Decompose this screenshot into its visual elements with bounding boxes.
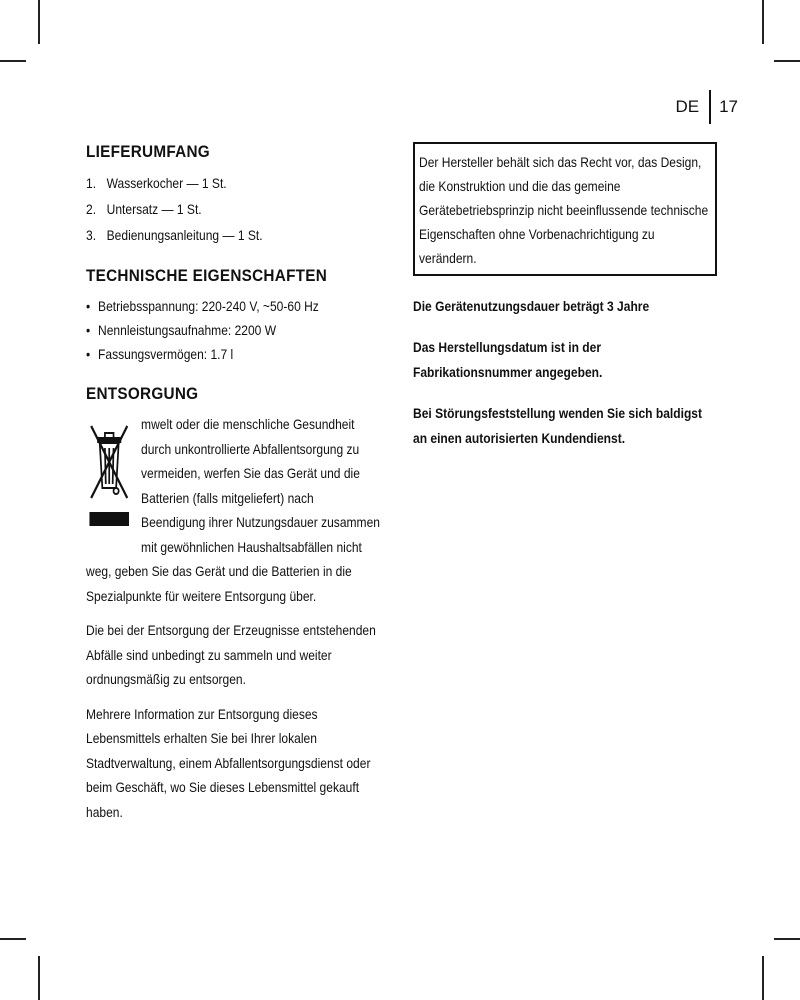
scope-list	[86, 170, 381, 248]
service-life-note: Die Gerätenutzungsdauer beträgt 3 Jahre	[413, 298, 650, 314]
crop-mark	[774, 60, 800, 62]
crop-mark	[38, 956, 40, 1000]
list-item	[86, 196, 381, 222]
scope-heading: LIEFERUMFANG	[86, 142, 210, 161]
specs-heading: TECHNISCHE EIGENSCHAFTEN	[86, 266, 328, 285]
disposal-heading: ENTSORGUNG	[86, 384, 199, 403]
manufacture-date-note: Das Herstellungsdatum ist in der Fabrikationsnummer angegeben.	[413, 339, 603, 380]
list-item	[86, 294, 381, 318]
item-number: 1.	[86, 175, 97, 191]
left-column	[86, 142, 382, 834]
right-column	[413, 142, 717, 467]
manufacturer-notice-box	[413, 142, 717, 276]
crop-mark	[0, 60, 26, 62]
crop-mark	[0, 938, 26, 940]
spec-text: Nennleistungsaufnahme: 2200 W	[98, 322, 277, 338]
list-item	[86, 222, 381, 248]
list-item	[86, 318, 381, 342]
item-text: Untersatz — 1 St.	[106, 201, 202, 217]
disposal-paragraph: Die bei der Entsorgung der Erzeugnisse entstehenden Abfälle sind unbedingt zu sammeln und weiter ordnungsmäßig zu entsorgen.	[86, 622, 376, 687]
crop-mark	[762, 0, 764, 44]
bullet: •	[86, 346, 91, 362]
crossed-bin-icon	[86, 416, 134, 534]
bullet: •	[86, 322, 91, 338]
service-contact-note: Bei Störungsfeststellung wenden Sie sich baldigst an einen autorisierten Kundendienst.	[413, 405, 703, 446]
page-number: 17	[719, 97, 738, 116]
specs-list	[86, 294, 381, 366]
disposal-paragraph: Mehrere Information zur Entsorgung dieses Lebensmittels erhalten Sie bei Ihrer lokalen Stadtverwaltung, einem Abfallentsorgungsdienst oder beim Geschäft, wo Sie dieses Lebensmittel gekauft haben.	[86, 705, 371, 820]
disposal-paragraph: mwelt oder die menschliche Gesundheit durch unkontrollierte Abfallentsorgung zu vermeiden, werfen Sie das Gerät und die Batterien (falls mitgeliefert) nach Beendigung ihrer Nutzungsdauer zusammen mit gewöhnlichen Haushaltsabfällen nicht weg, geben Sie das Gerät und die Batterien in die Spezialpunkte für weitere Entsorgung über.	[86, 416, 380, 604]
bullet: •	[86, 298, 91, 314]
crop-mark	[762, 956, 764, 1000]
list-item	[86, 170, 381, 196]
language-code: DE	[675, 97, 700, 116]
item-text: Bedienungsanleitung — 1 St.	[106, 227, 263, 243]
list-item	[86, 342, 381, 366]
item-number: 3.	[86, 227, 97, 243]
item-text: Wasserkocher — 1 St.	[106, 175, 227, 191]
disposal-section	[86, 412, 381, 824]
page-header	[675, 90, 738, 124]
item-number: 2.	[86, 201, 97, 217]
spec-text: Betriebsspannung: 220-240 V, ~50-60 Hz	[98, 298, 319, 314]
notice-text: Der Hersteller behält sich das Recht vor, das Design, die Konstruktion und die das gemeine Gerätebetriebsprinzip nicht beeinflussende technische Eigenschaften ohne Vorbenachrichtigung zu verändern.	[419, 154, 709, 266]
spec-text: Fassungsvermögen: 1.7 l	[98, 346, 234, 362]
crop-mark	[774, 938, 800, 940]
crop-mark	[38, 0, 40, 44]
